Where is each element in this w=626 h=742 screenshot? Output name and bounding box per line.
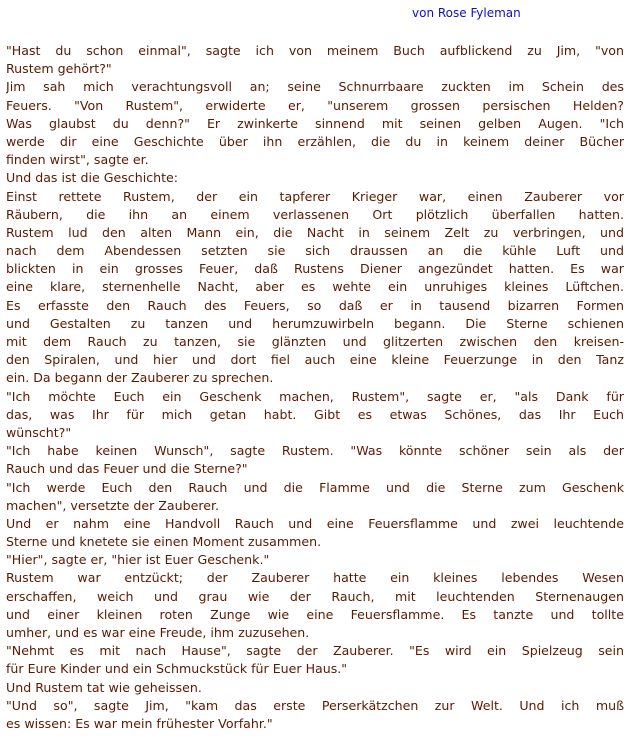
text-line: nach dem Abendessen setzten sie sich draussen an die kühle Luft und [6, 243, 624, 259]
text-line: Jim sah mich verachtungsvoll an; seine Schnurrbaare zuckten im Schein des [6, 79, 624, 95]
text-line: Und das ist die Geschichte: [6, 170, 179, 186]
text-line: "Ich werde Euch den Rauch und die Flamme und die Sterne zum Geschenk [6, 479, 624, 495]
text-line: den Spiralen, und hier und dort fiel auch eine kleine Feuerzunge in den Tanz [6, 352, 624, 368]
story-text [6, 42, 624, 733]
text-line: "Hier", sagte er, "hier ist Euer Geschenk." [6, 552, 270, 568]
text-line: finden wirst", sagte er. [6, 152, 149, 168]
text-line: Und Rustem tat wie geheissen. [6, 679, 202, 695]
text-line: eine klare, sternenhelle Nacht, aber es wehte ein unruhiges kleines Lüftchen. [6, 279, 624, 295]
text-line: "Ich habe keinen Wunsch", sagte Rustem. "Was könnte schöner sein als der [6, 443, 624, 459]
text-line: "Nehmt es mit nach Hause", sagte der Zauberer. "Es wird ein Spielzeug sein [6, 643, 624, 659]
text-line: Feuers. "Von Rustem", erwiderte er, "unserem grossen persischen Helden? [6, 97, 624, 113]
text-line: es wissen: Es war mein frühester Vorfahr." [6, 715, 273, 731]
author-byline: von Rose Fyleman [412, 6, 521, 20]
text-line: Was glaubst du denn?" Er zwinkerte sinnend mit seinen gelben Augen. "Ich [6, 115, 624, 131]
text-line: Räubern, die ihn an einem verlassenen Ort plötzlich überfallen hatten. [6, 206, 624, 222]
text-line: machen", versetzte der Zauberer. [6, 497, 220, 513]
text-line: "Und so", sagte Jim, "kam das erste Perserkätzchen zur Welt. Und ich muß [6, 697, 624, 713]
text-line: Rauch und das Feuer und die Sterne?" [6, 461, 248, 477]
text-line: "Ich möchte Euch ein Geschenk machen, Rustem", sagte er, "als Dank für [6, 388, 624, 404]
text-line: "Hast du schon einmal", sagte ich von meinem Buch aufblickend zu Jim, "von [6, 43, 624, 58]
text-line: mit dem Rauch zu tanzen, sie glänzten und glitzerten zwischen den kreisen- [6, 334, 624, 349]
text-line: Einst rettete Rustem, der ein tapferer Krieger war, einen Zauberer vor [6, 188, 624, 204]
text-line: werde dir eine Geschichte über ihn erzählen, die du in keinem deiner Bücher [6, 133, 624, 149]
text-line: erschaffen, weich und grau wie der Rauch, mit leuchtenden Sternenaugen [6, 588, 624, 604]
text-line: und einer kleinen roten Zunge wie eine Feuersflamme. Es tanzte und tollte [6, 606, 624, 622]
text-line: Rustem war entzückt; der Zauberer hatte ein kleines lebendes Wesen [6, 570, 624, 586]
text-line: und Gestalten zu tanzen und herumzuwirbeln begann. Die Sterne schienen [6, 315, 624, 331]
text-line: Und er nahm eine Handvoll Rauch und eine Feuersflamme und zwei leuchtende [6, 515, 624, 531]
text-line: Rustem gehört?" [6, 61, 112, 77]
text-line: Rustem lud den alten Mann ein, die Nacht in seinem Zelt zu verbringen, und [6, 224, 624, 240]
text-line: ein. Da begann der Zauberer zu sprechen. [6, 370, 274, 386]
text-line: umher, und es war eine Freude, ihm zuzusehen. [6, 625, 310, 640]
text-line: das, was Ihr für mich getan habt. Gibt es etwas Schönes, das Ihr Euch [6, 406, 624, 422]
text-line: Sterne und knetete sie einen Moment zusammen. [6, 534, 322, 550]
text-line: blickten in ein grosses Feuer, daß Rustens Diener angezündet hatten. Es war [6, 261, 624, 277]
text-line: wünscht?" [6, 424, 72, 440]
text-line: für Eure Kinder und ein Schmuckstück für Euer Haus." [6, 661, 348, 677]
text-line: Es erfasste den Rauch des Feuers, so daß er in tausend bizarren Formen [6, 297, 624, 313]
